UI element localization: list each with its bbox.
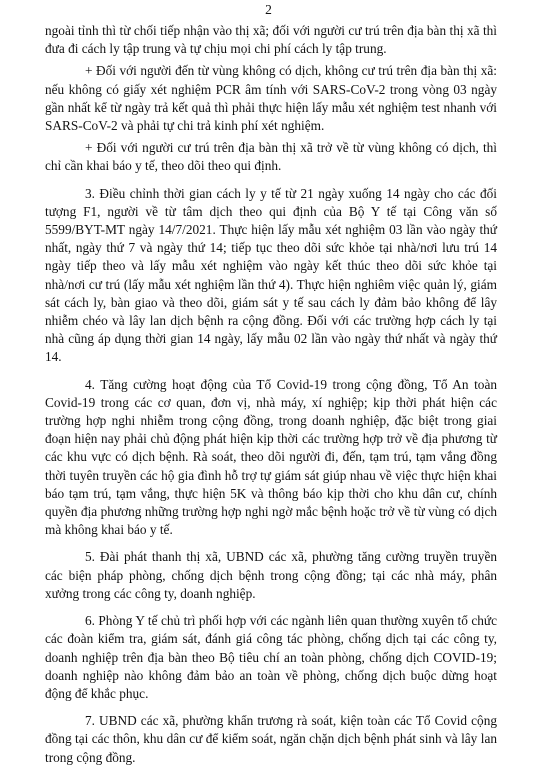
paragraph-residents-returning: + Đối với người cư trú trên địa bàn thị xã trở về từ vùng không có dịch, thì chỉ cần khai báo y tế, theo dõi theo qui định. (45, 140, 497, 174)
paragraph-item-5-radio: 5. Đài phát thanh thị xã, UBND các xã, phường tăng cường truyền truyền các biện pháp phòng, chống dịch bệnh trong cộng đồng; tại các nhà máy, phân xưởng trong các công ty, doanh nghiệp. (45, 549, 497, 601)
paragraph-item-3-quarantine: 3. Điều chỉnh thời gian cách ly y tế từ 21 ngày xuống 14 ngày cho các đối tượng F1, người về từ tâm dịch theo qui định của Bộ Y tế tại Công văn số 5599/BYT-MT ngày 14/7/2021. Thực hiện lấy mẫu xét nghiệm 03 lần vào ngày thứ nhất, ngày thứ 7 và ngày thứ 14; tiếp tục theo dõi sức khỏe tại nhà/nơi lưu trú 14 ngày tiếp theo và lấy mẫu xét nghiệm vào ngày kết thúc theo dõi sức khỏe tại nhà/nơi cư trú (lấy mẫu xét nghiệm lần thứ 4). Thực hiện nghiêm việc quản lý, giám sát cách ly, bàn giao và theo dõi, giám sát y tế sau cách ly đảm bảo không để lây nhiễm chéo và lây lan dịch bệnh ra cộng đồng. Đối với các trường hợp cách ly tại nhà cũng áp dụng thời gian 14 ngày, lấy mẫu 02 lần vào ngày thứ nhất và ngày thứ 14. (45, 185, 497, 365)
paragraph-continuation: ngoài tỉnh thì từ chối tiếp nhận vào thị xã; đối với người cư trú trên địa bàn thị xã thì đưa đi cách ly tập trung và tự chịu mọi chi phí cách ly tập trung. (45, 23, 497, 57)
paragraph-item-6-health-office: 6. Phòng Y tế chủ trì phối hợp với các ngành liên quan thường xuyên tổ chức các đoàn kiểm tra, giám sát, đánh giá công tác phòng, chống dịch tại các công ty, doanh nghiệp trên địa bàn theo Bộ tiêu chí an toàn phòng, chống dịch COVID-19; doanh nghiệp nào không đảm bảo an toàn về phòng, chống dịch buộc dừng hoạt động để khắc phục. (45, 613, 497, 701)
paragraph-visitors-no-outbreak: + Đối với người đến từ vùng không có dịch, không cư trú trên địa bàn thị xã: nếu không có giấy xét nghiệm PCR âm tính với SARS-CoV-2 trong vòng 03 ngày gần nhất kể từ ngày trả kết quả thì phải thực hiện lấy mẫu xét nghiệm test nhanh với SARS-CoV-2 và phải tự chi trả kinh phí xét nghiệm. (45, 63, 497, 134)
paragraph-item-7-commune-committees: 7. UBND các xã, phường khẩn trương rà soát, kiện toàn các Tổ Covid cộng đồng tại các thôn, khu dân cư để kiểm soát, ngăn chặn dịch bệnh phát sinh và lây lan trong cộng đồng. (45, 713, 497, 765)
page-number: 2 (265, 2, 272, 17)
paragraph-item-4-covid-teams: 4. Tăng cường hoạt động của Tổ Covid-19 trong cộng đồng, Tổ An toàn Covid-19 trong các cơ quan, đơn vị, nhà máy, xí nghiệp; kịp thời phát hiện các trường hợp nghi nhiễm trong cộng đồng, trong doanh nghiệp, đặc biệt trong giai đoạn hiện nay phải chủ động phát hiện kịp thời các trường hợp trở về địa phương từ các khu vực có dịch bệnh. Rà soát, theo dõi người đi, đến, tạm trú, tạm vắng đồng thời tuyên truyền các hộ gia đình hỗ trợ tự giám sát giúp nhau về việc thực hiện khai báo tạm trú, tạm vắng, thực hiện 5K và thông báo kịp thời cho khu dân cư, chính quyền địa phương những trường hợp nghi ngờ mắc bệnh hoặc trở về từ vùng có dịch mà không khai báo y tế. (45, 376, 497, 538)
document-body (45, 22, 497, 767)
